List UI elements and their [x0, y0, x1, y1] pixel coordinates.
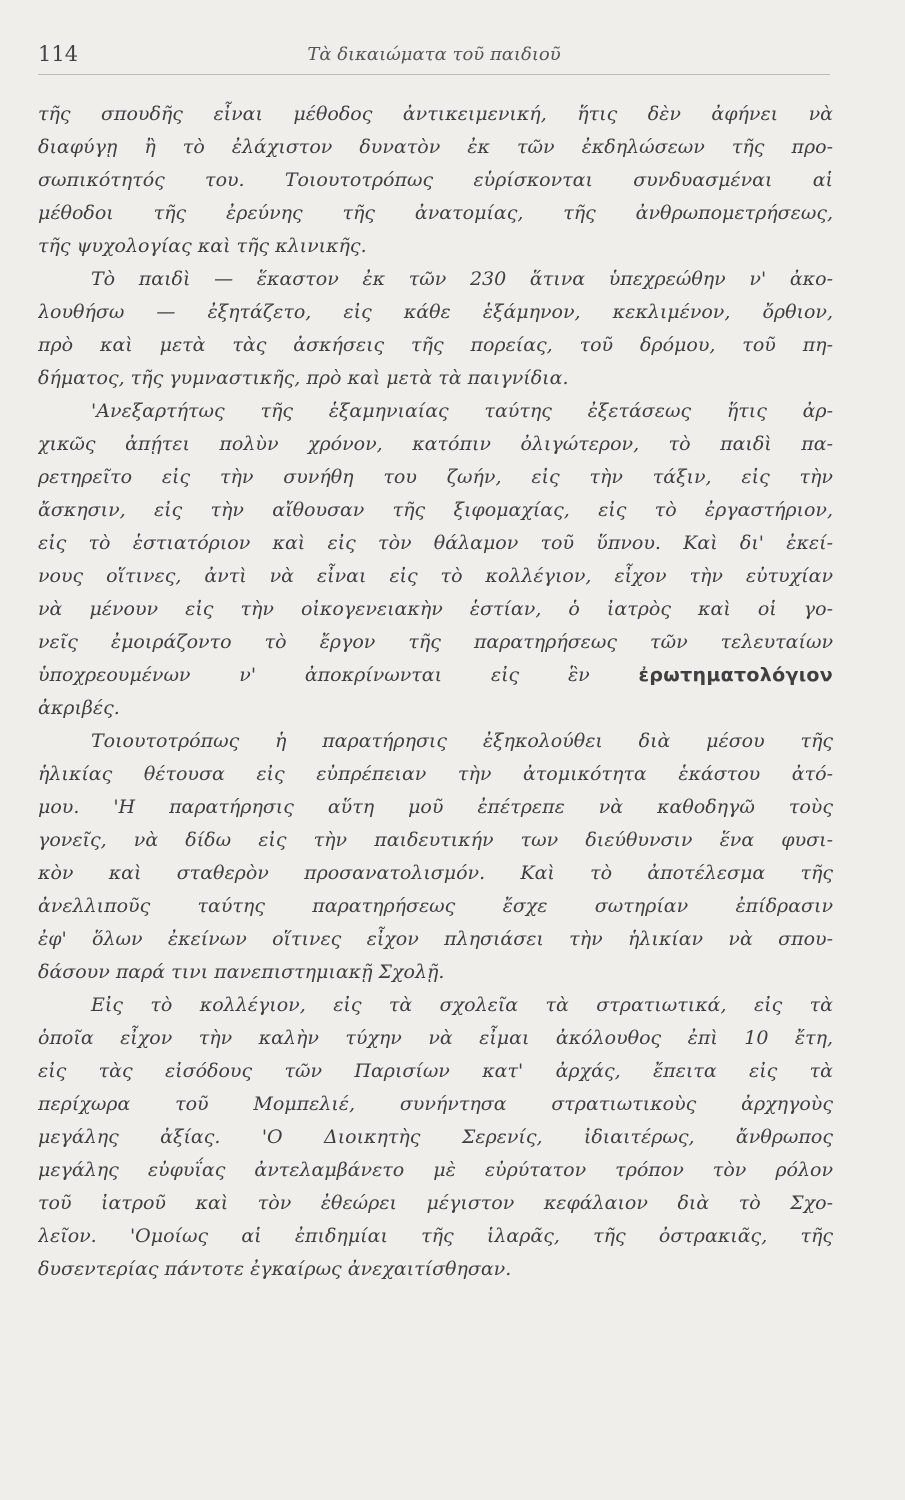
text-line: πρὸ καὶ μετὰ τὰς ἀσκήσεις τῆς πορείας, τοῦ δρόμου, τοῦ πη- [38, 334, 833, 356]
paragraph-2 [38, 263, 833, 395]
paragraph-1 [38, 98, 833, 263]
text-line: εἰς τὰς εἰσόδους τῶν Παρισίων κατ' ἀρχάς, ἔπειτα εἰς τὰ [38, 1060, 833, 1082]
text-line: εἰς τὸ ἑστιατόριον καὶ εἰς τὸν θάλαμον τοῦ ὕπνου. Καὶ δι' ἐκεί- [38, 532, 833, 554]
text-line: νεῖς ἐμοιράζοντο τὸ ἔργον τῆς παρατηρήσεως τῶν τελευταίων [38, 631, 833, 653]
text-line: τῆς ψυχολογίας καὶ τῆς κλινικῆς. [38, 235, 367, 257]
paragraph-4 [38, 725, 833, 989]
text-line: ἡλικίας θέτουσα εἰς εὐπρέπειαν τὴν ἀτομικότητα ἑκάστου ἀτό- [38, 763, 833, 785]
text-line: γονεῖς, νὰ δίδω εἰς τὴν παιδευτικήν των διεύθυνσιν ἕνα φυσι- [38, 829, 833, 851]
text-line: κὸν καὶ σταθερὸν προσανατολισμόν. Καὶ τὸ ἀποτέλεσμα τῆς [38, 862, 833, 884]
text-line: ἄσκησιν, εἰς τὴν αἴθουσαν τῆς ξιφομαχίας, εἰς τὸ ἐργαστήριον, [38, 499, 833, 521]
text-line: μέθοδοι τῆς ἐρεύνης τῆς ἀνατομίας, τῆς ἀνθρωπομετρήσεως, [38, 202, 833, 224]
text-line: χικῶς ἀπῄτει πολὺν χρόνον, κατόπιν ὀλιγώτερον, τὸ παιδὶ πα- [38, 433, 833, 455]
text-line-with-term [38, 659, 833, 692]
text-line: Τὸ παιδὶ — ἕκαστον ἐκ τῶν 230 ἅτινα ὑπεχρεώθην ν' ἀκο- [91, 268, 833, 290]
paragraph-3 [38, 395, 833, 725]
running-title: Τὰ δικαιώματα τοῦ παιδιοῦ [307, 44, 561, 65]
text-line: ρετηρεῖτο εἰς τὴν συνήθη του ζωήν, εἰς τὴν τάξιν, εἰς τὴν [38, 466, 833, 488]
text-line: μεγάλης εὐφυΐας ἀντελαμβάνετο μὲ εὐρύτατον τρόπον τὸν ρόλον [38, 1159, 833, 1181]
text-line: 'Ανεξαρτήτως τῆς ἑξαμηνιαίας ταύτης ἐξετάσεως ἥτις ἀρ- [91, 400, 833, 422]
paragraph-5 [38, 989, 833, 1286]
text-line: ἀνελλιποῦς ταύτης παρατηρήσεως ἔσχε σωτηρίαν ἐπίδρασιν [38, 895, 833, 917]
text-line: δάσουν παρά τινι πανεπιστημιακῇ Σχολῇ. [38, 961, 445, 983]
text-line: ἀκριβές. [38, 697, 120, 719]
text-line: νους οἵτινες, ἀντὶ νὰ εἶναι εἰς τὸ κολλέγιον, εἶχον τὴν εὐτυχίαν [38, 565, 833, 587]
text-line: δυσεντερίας πάντοτε ἐγκαίρως ἀνεχαιτίσθησαν. [38, 1258, 512, 1280]
text-line: νὰ μένουν εἰς τὴν οἰκογενειακὴν ἑστίαν, ὁ ἰατρὸς καὶ οἱ γο- [38, 598, 833, 620]
text-line: περίχωρα τοῦ Μομπελιέ, συνήντησα στρατιωτικοὺς ἀρχηγοὺς [38, 1093, 833, 1115]
page-number: 114 [38, 42, 79, 66]
text-line: ἐφ' ὅλων ἐκείνων οἵτινες εἶχον πλησιάσει τὴν ἡλικίαν νὰ σπου- [38, 928, 833, 950]
bold-term: ἐρωτηματολόγιον [638, 664, 833, 686]
text-line: τῆς σπουδῆς εἶναι μέθοδος ἀντικειμενική, ἥτις δὲν ἀφήνει νὰ [38, 103, 833, 125]
body-text [38, 98, 833, 1286]
text-line: ὁποῖα εἶχον τὴν καλὴν τύχην νὰ εἶμαι ἀκόλουθος ἐπὶ 10 ἔτη, [38, 1027, 833, 1049]
text-line: λεῖον. 'Ομοίως αἱ ἐπιδημίαι τῆς ἱλαρᾶς, τῆς ὀστρακιᾶς, τῆς [38, 1225, 833, 1247]
text-line: τοῦ ἰατροῦ καὶ τὸν ἐθεώρει μέγιστον κεφάλαιον διὰ τὸ Σχο- [38, 1192, 833, 1214]
text-line: Τοιουτοτρόπως ἡ παρατήρησις ἐξηκολούθει διὰ μέσου τῆς [91, 730, 833, 752]
text-line: μεγάλης ἀξίας. 'Ο Διοικητὴς Σερενίς, ἰδιαιτέρως, ἄνθρωπος [38, 1126, 833, 1148]
text-line: λουθήσω — ἐξητάζετο, εἰς κάθε ἑξάμηνον, κεκλιμένον, ὄρθιον, [38, 301, 833, 323]
page-header [38, 42, 830, 75]
text-line: δήματος, τῆς γυμναστικῆς, πρὸ καὶ μετὰ τὰ παιγνίδια. [38, 367, 569, 389]
text-line: διαφύγῃ ἢ τὸ ἐλάχιστον δυνατὸν ἐκ τῶν ἐκδηλώσεων τῆς προ- [38, 136, 833, 158]
text-segment: ὑποχρεουμένων ν' ἀποκρίνωνται εἰς ἓν [38, 664, 590, 686]
text-line: Εἰς τὸ κολλέγιον, εἰς τὰ σχολεῖα τὰ στρατιωτικά, εἰς τὰ [91, 994, 833, 1016]
text-line: σωπικότητός του. Τοιουτοτρόπως εὑρίσκονται συνδυασμέναι αἱ [38, 169, 833, 191]
text-line: μου. 'Η παρατήρησις αὕτη μοῦ ἐπέτρεπε νὰ καθοδηγῶ τοὺς [38, 796, 833, 818]
